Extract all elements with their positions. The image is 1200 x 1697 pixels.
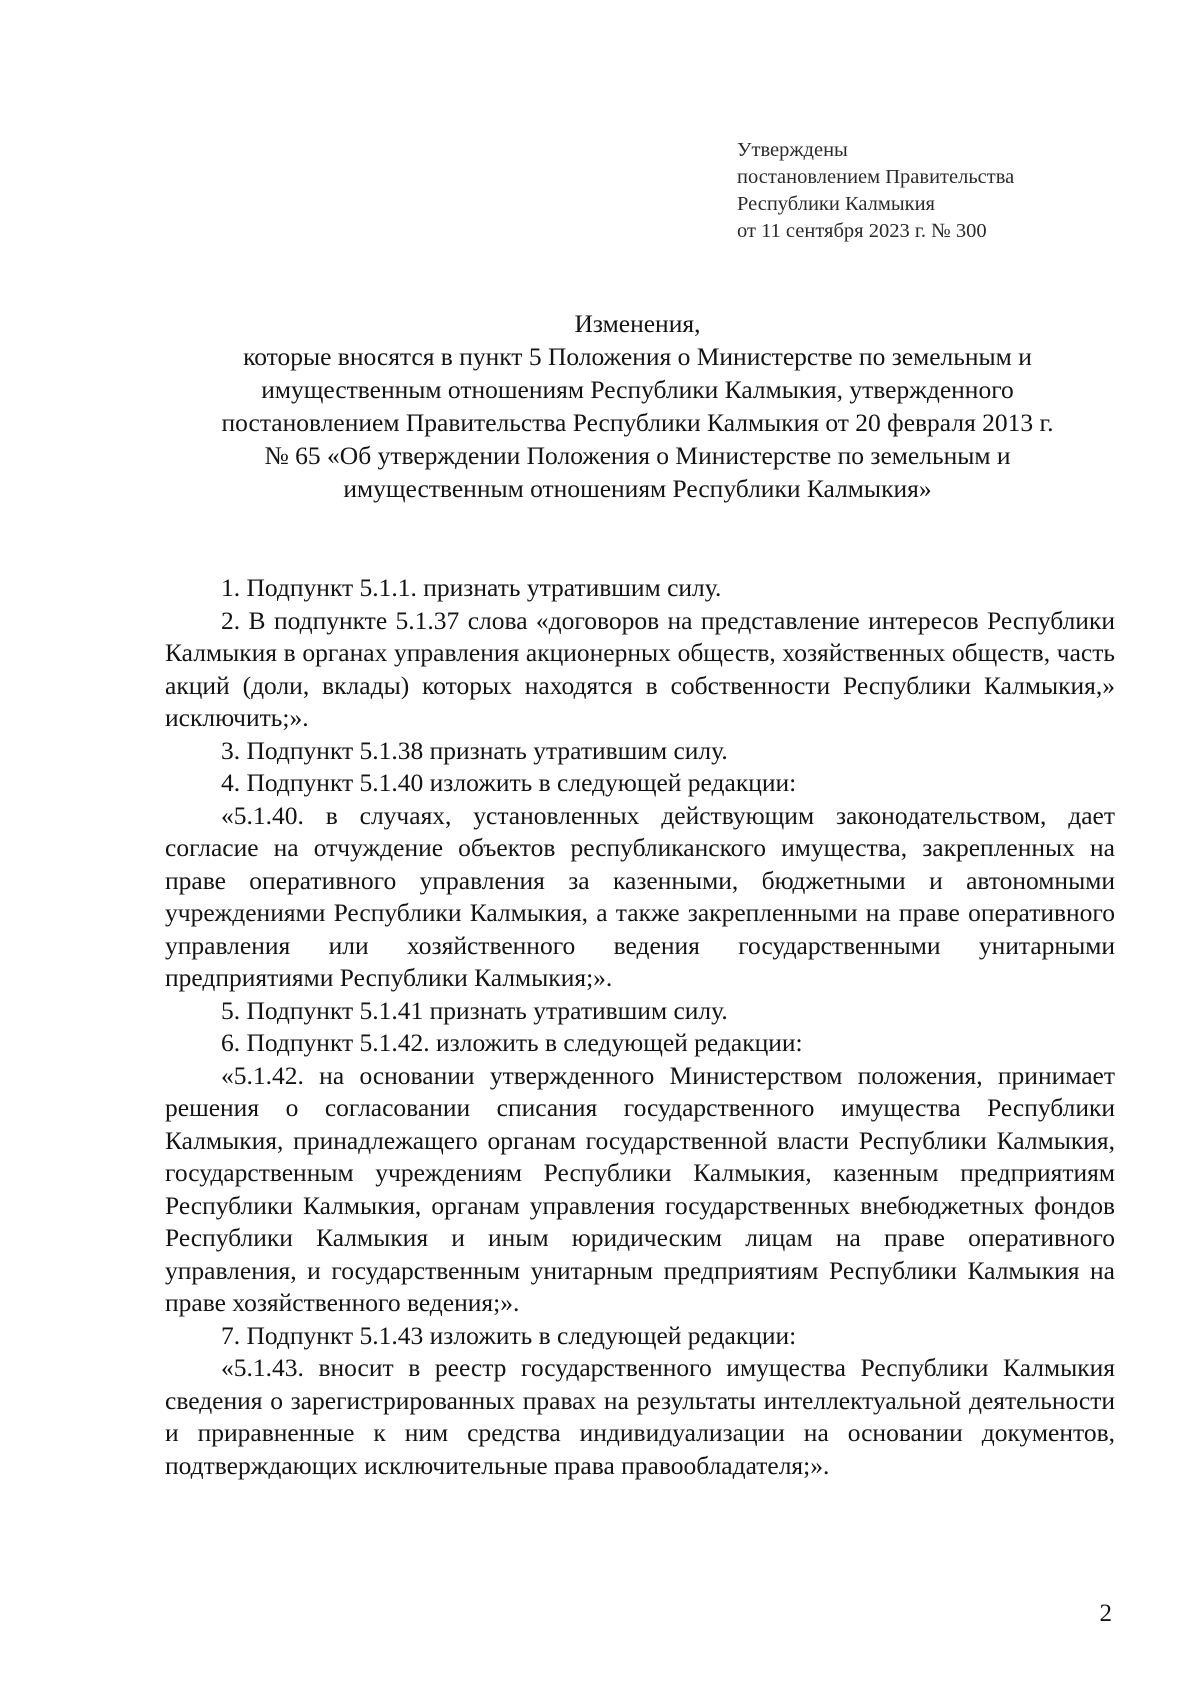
approval-line: Утверждены (737, 139, 848, 161)
item-7: 7. Подпункт 5.1.43 изложить в следующей редакции: (221, 1320, 797, 1350)
approval-line: Республики Калмыкия (737, 193, 935, 215)
title-line: № 65 «Об утверждении Положения о Министерстве по земельным и (264, 441, 1011, 470)
item-5: 5. Подпункт 5.1.41 признать утратившим силу. (221, 995, 728, 1025)
document-body (165, 572, 1115, 1482)
item-7-new-wording: «5.1.43. вносит в реестр государственного имущества Республики Калмыкия сведения о зарегистрированных правах на результаты интеллектуальной деятельности и приравненные к ним средства индивидуализации на основании документов, подтверждающих исключительные права правообладателя;». (165, 1353, 1115, 1480)
document-title (155, 307, 1120, 505)
item-3: 3. Подпункт 5.1.38 признать утратившим силу. (221, 735, 728, 765)
page-number: 2 (1099, 1600, 1112, 1627)
item-2: 2. В подпункте 5.1.37 слова «договоров на представление интересов Республики Калмыкия в органах управления акционерных обществ, хозяйственных обществ, часть акций (доли, вклады) которых находятся в собственности Республики Калмыкия,» исключить;». (165, 605, 1115, 732)
approval-line: от 11 сентября 2023 г. № 300 (737, 220, 987, 242)
title-line: которые вносятся в пункт 5 Положения о Министерстве по земельным и (243, 342, 1032, 371)
item-4-new-wording: «5.1.40. в случаях, установленных действующим законодательством, дает согласие на отчуждение объектов республиканского имущества, закрепленных на праве оперативного управления за казенными, бюджетными и автономными учреждениями Республики Калмыкия, а также закрепленными на праве оперативного управления или хозяйственного ведения государственными унитарными предприятиями Республики Калмыкия;». (165, 800, 1115, 992)
title-line: постановлением Правительства Республики Калмыкия от 20 февраля 2013 г. (221, 408, 1054, 437)
approval-stamp (737, 137, 1014, 245)
item-6-new-wording: «5.1.42. на основании утвержденного Министерством положения, принимает решения о согласовании списания государственного имущества Республики Калмыкия, принадлежащего органам государственной власти Республики Калмыкия, государственным учреждениям Республики Калмыкия, казенным предприятиям Республики Калмыкия, органам управления государственных внебюджетных фондов Республики Калмыкия и иным юридическим лицам на праве оперативного управления, и государственным унитарным предприятиям Республики Калмыкия на праве хозяйственного ведения;». (165, 1060, 1115, 1317)
title-line: имущественным отношениям Республики Калмыкия» (343, 474, 932, 503)
item-6: 6. Подпункт 5.1.42. изложить в следующей редакции: (221, 1028, 803, 1057)
item-4: 4. Подпункт 5.1.40 изложить в следующей редакции: (221, 768, 797, 797)
title-line: имущественным отношениям Республики Калмыкия, утвержденного (261, 375, 1014, 404)
approval-line: постановлением Правительства (737, 166, 1015, 188)
title-heading: Изменения, (574, 309, 701, 338)
item-1: 1. Подпункт 5.1.1. признать утратившим силу. (221, 573, 722, 602)
